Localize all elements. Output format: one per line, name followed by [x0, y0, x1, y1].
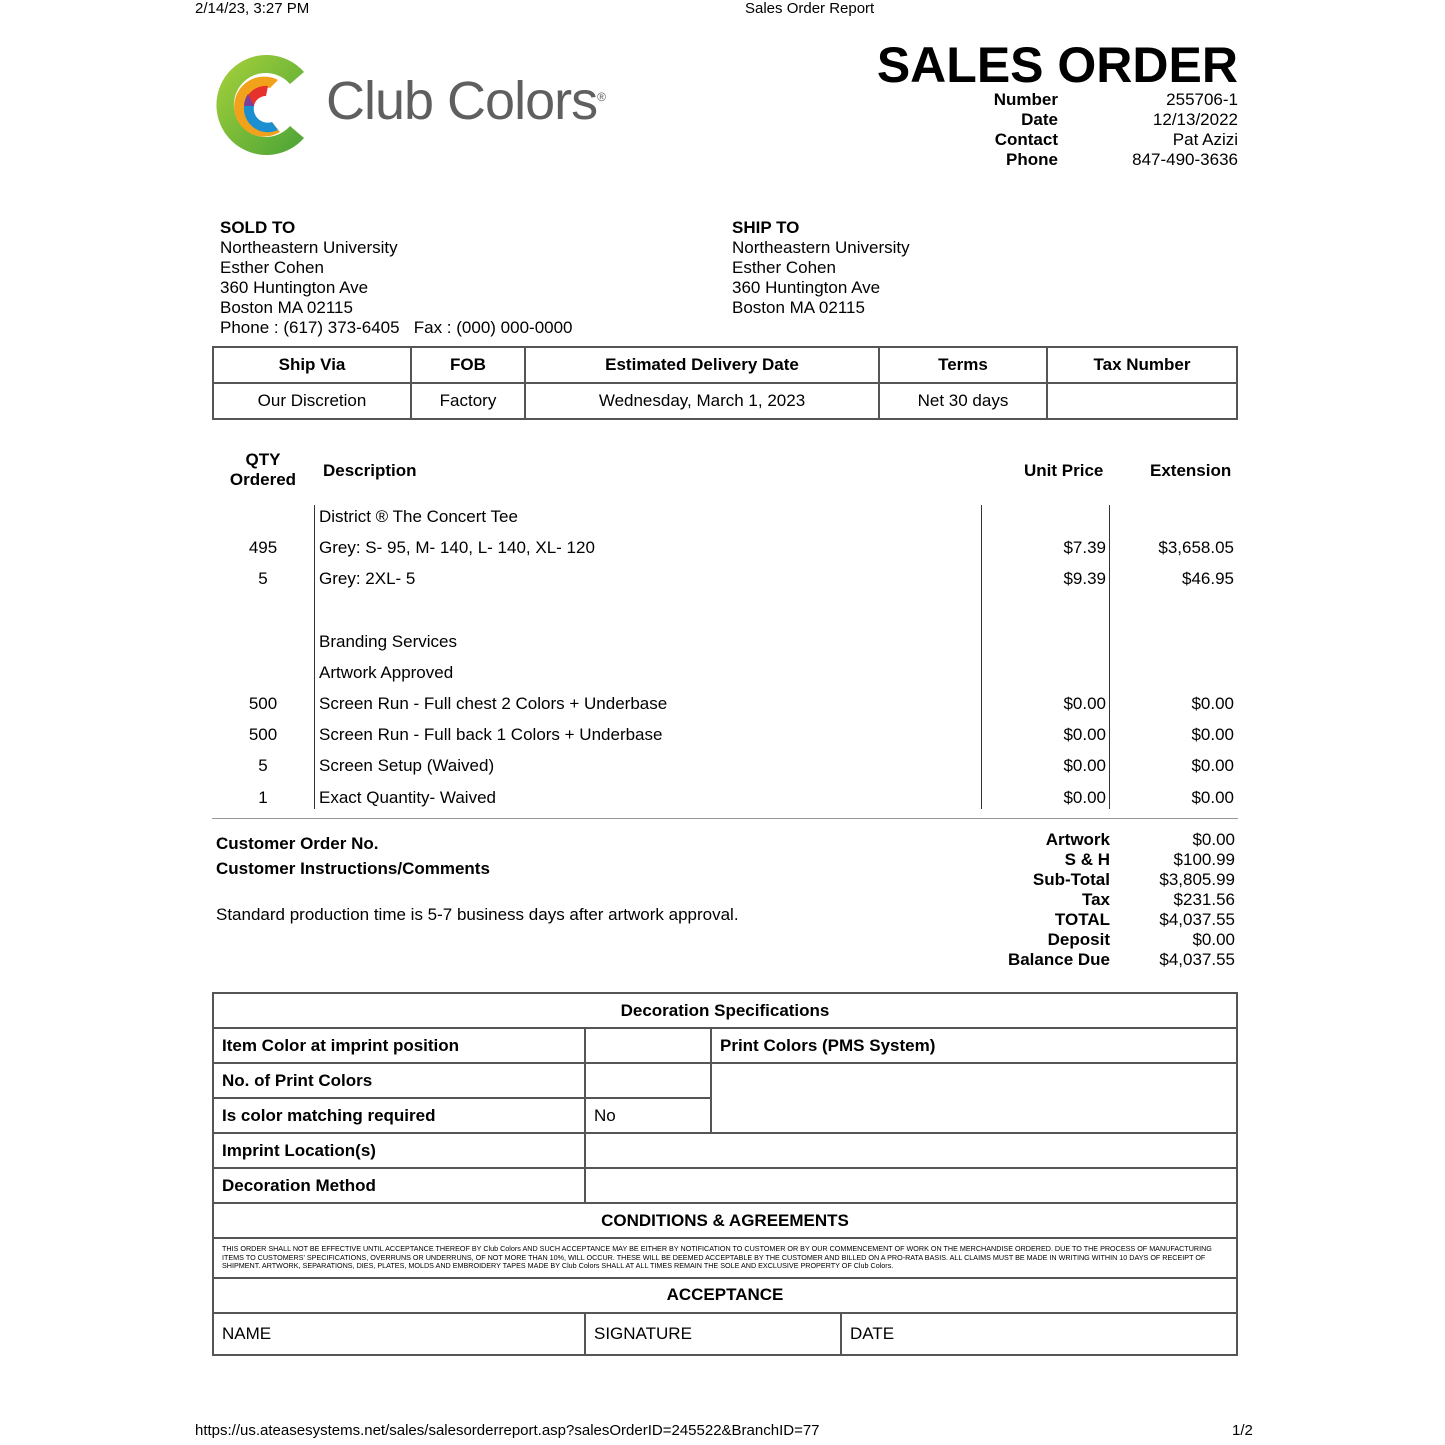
print-page-count: 1/2: [1232, 1422, 1253, 1439]
date-field[interactable]: DATE: [841, 1313, 1237, 1355]
extension-header: Extension: [1150, 461, 1232, 480]
table-row: 1 Exact Quantity- Waived $0.00 $0.00: [258, 788, 1234, 807]
conditions-title: CONDITIONS & AGREEMENTS: [213, 1203, 1237, 1238]
customer-comment: Standard production time is 5-7 business days after artwork approval.: [216, 905, 739, 924]
total-row-balance-due: Balance Due $4,037.55: [1007, 950, 1235, 969]
table-row: 5 Grey: 2XL- 5 $9.39 $46.95: [258, 569, 1234, 588]
print-datetime: 2/14/23, 3:27 PM: [195, 0, 310, 17]
item-color-label: Item Color at imprint position: [213, 1028, 585, 1063]
sold-to-block: SOLD TO Northeastern University Esther Cohen 360 Huntington Ave Boston MA 02115 Phone : (617) 373-6405 Fax : (000) 000-0000: [220, 218, 573, 337]
customer-instructions-label: Customer Instructions/Comments: [216, 859, 490, 878]
table-row: Artwork Approved: [319, 663, 454, 682]
table-row: [212, 600, 1238, 624]
imprint-location-value: [585, 1133, 1237, 1168]
meta-row-number: Number 255706-1: [993, 90, 1238, 109]
delivery-date-value: Wednesday, March 1, 2023: [525, 383, 879, 419]
decoration-method-label: Decoration Method: [213, 1168, 585, 1203]
imprint-location-label: Imprint Location(s): [213, 1133, 585, 1168]
signature-field[interactable]: SIGNATURE: [585, 1313, 841, 1355]
ship-to-block: SHIP TO Northeastern University Esther Cohen 360 Huntington Ave Boston MA 02115: [732, 218, 910, 317]
item-color-value: [585, 1028, 711, 1063]
table-row: 500 Screen Run - Full chest 2 Colors + Underbase $0.00 $0.00: [248, 694, 1234, 713]
num-print-colors-label: No. of Print Colors: [213, 1063, 585, 1098]
total-row-deposit: Deposit $0.00: [1047, 930, 1235, 949]
print-page-title: Sales Order Report: [745, 0, 875, 17]
total-row-total: TOTAL $4,037.55: [1054, 910, 1235, 929]
color-matching-value: No: [585, 1098, 711, 1133]
meta-row-phone: Phone 847-490-3636: [1006, 150, 1238, 169]
total-row-shipping: S & H $100.99: [1064, 850, 1235, 869]
shipping-table: [212, 346, 1238, 420]
print-colors-value: [711, 1063, 1237, 1133]
terms-header: Terms: [879, 347, 1047, 383]
ship-via-value: Our Discretion: [213, 383, 411, 419]
terms-value: Net 30 days: [879, 383, 1047, 419]
fob-value: Factory: [411, 383, 525, 419]
section-divider: [212, 818, 1238, 819]
table-row: 495 Grey: S- 95, M- 140, L- 140, XL- 120 $7.39 $3,658.05: [248, 538, 1234, 557]
table-row: Branding Services: [319, 632, 457, 651]
table-row: District ® The Concert Tee: [319, 507, 518, 526]
print-url: https://us.ateasesystems.net/sales/salesorderreport.asp?salesOrderID=245522&BranchID=77: [195, 1422, 820, 1439]
decoration-title: Decoration Specifications: [213, 993, 1237, 1028]
order-meta: [898, 90, 1238, 170]
color-matching-label: Is color matching required: [213, 1098, 585, 1133]
total-row-subtotal: Sub-Total $3,805.99: [1032, 870, 1235, 889]
acceptance-title: ACCEPTANCE: [213, 1278, 1237, 1313]
decoration-method-value: [585, 1168, 1237, 1203]
totals-block: [960, 830, 1235, 970]
tax-number-value: [1047, 383, 1237, 419]
print-colors-label: Print Colors (PMS System): [711, 1028, 1237, 1063]
meta-row-contact: Contact Pat Azizi: [994, 130, 1238, 149]
meta-row-date: Date 12/13/2022: [1021, 110, 1238, 129]
table-row: 5 Screen Setup (Waived) $0.00 $0.00: [258, 756, 1234, 775]
company-logo-text: Club Colors®: [326, 71, 605, 131]
total-row-tax: Tax $231.56: [1081, 890, 1235, 909]
document-title: SALES ORDER: [876, 37, 1238, 93]
conditions-text: THIS ORDER SHALL NOT BE EFFECTIVE UNTIL ACCEPTANCE THEREOF BY Club Colors AND SUCH ACCEPTANCE MAY BE EITHER BY NOTIFICATION TO CUSTOMER OR BY OUR COMMENCEMENT OF WORK ON THE MERCHANDISE ORDERED. DUE TO THE PROCESS OF MANUFACTURING ITEMS TO CUSTOMERS' SPECIFICATIONS, OVERRUNS OR UNDERRUNS, OF NOT MORE THAN 10%, WILL OCCUR. THESE WILL BE DEEMED ACCEPTABLE BY THE CUSTOMER AND BILLED ON A PRO-RATA BASIS. ALL CLAIMS MUST BE MADE IN WRITING WITHIN 10 DAYS OF RECEIPT OF SHIPMENT. ARTWORK, SEPARATIONS, DIES, PLATES, MOLDS AND EMBROIDERY TAPES MADE BY Club Colors SHALL AT ALL TIMES REMAIN THE SOLE AND EXCLUSIVE PROPERTY OF Club Colors.: [213, 1238, 1237, 1278]
table-row: 500 Screen Run - Full back 1 Colors + Underbase $0.00 $0.00: [248, 725, 1234, 744]
customer-order-no-label: Customer Order No.: [216, 834, 379, 853]
delivery-date-header: Estimated Delivery Date: [525, 347, 879, 383]
qty-header: QTY Ordered: [229, 450, 297, 489]
decoration-table: [212, 992, 1238, 1356]
name-field[interactable]: NAME: [213, 1313, 585, 1355]
total-row-artwork: Artwork $0.00: [1045, 830, 1235, 849]
fob-header: FOB: [411, 347, 525, 383]
unit-price-header: Unit Price: [1024, 461, 1104, 480]
num-print-colors-value: [585, 1063, 711, 1098]
ship-via-header: Ship Via: [213, 347, 411, 383]
tax-number-header: Tax Number: [1047, 347, 1237, 383]
description-header: Description: [323, 461, 417, 480]
club-colors-logo-icon: [208, 50, 318, 160]
